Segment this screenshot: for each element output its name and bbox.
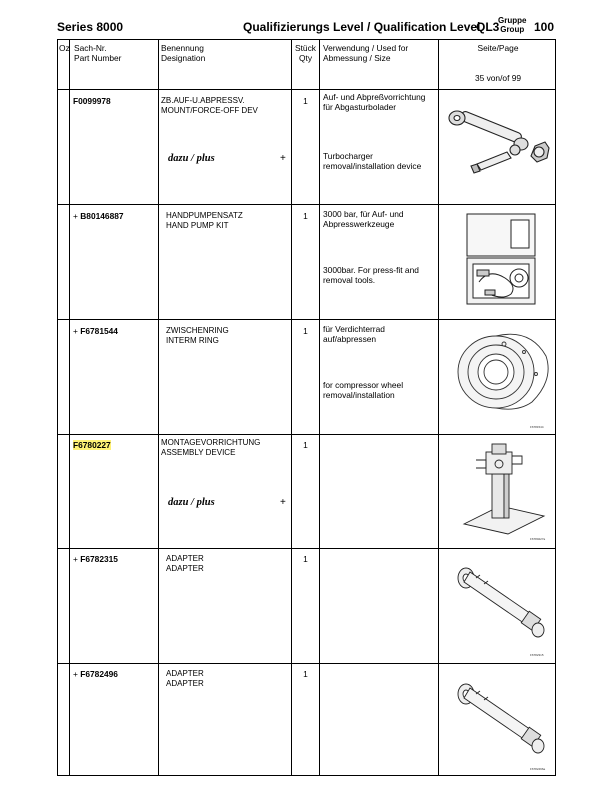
intermediate-ring-image xyxy=(454,326,554,410)
plus-sign: + xyxy=(280,153,286,164)
header-page-label: Seite/Page xyxy=(477,43,519,53)
quantity: 1 xyxy=(303,96,308,106)
designation-de: MONTAGEVORRICHTUNG xyxy=(161,438,261,447)
designation xyxy=(161,96,258,116)
designation-de: ZWISCHENRING xyxy=(166,326,229,335)
part-number[interactable] xyxy=(73,669,118,679)
group-label-de: Gruppe xyxy=(498,16,527,25)
header-usage xyxy=(323,43,408,63)
part-number-value: F6782496 xyxy=(80,669,118,679)
dazu-plus-note: dazu / plus xyxy=(168,153,215,164)
header-part-de: Sach-Nr. xyxy=(74,43,107,53)
quantity: 1 xyxy=(303,211,308,221)
designation-de: HANDPUMPENSATZ xyxy=(166,211,243,220)
header-page xyxy=(439,43,557,53)
designation xyxy=(161,438,260,458)
usage-de: für Verdichterrad auf/abpressen xyxy=(323,324,385,344)
image-code: F6782315 xyxy=(530,653,544,657)
designation-en: MOUNT/FORCE-OFF DEV xyxy=(161,106,258,115)
part-prefix: + xyxy=(73,211,78,221)
qualification-title: Qualifizierungs Level / Qualification Level xyxy=(243,20,481,34)
dazu-plus-note: dazu / plus xyxy=(168,497,215,508)
part-prefix: + xyxy=(73,554,78,564)
page-header xyxy=(57,18,557,40)
designation-en: ADAPTER xyxy=(166,564,204,573)
part-prefix: + xyxy=(73,326,78,336)
assembly-device-image xyxy=(454,438,554,536)
header-desig-en: Designation xyxy=(161,53,206,63)
row-divider xyxy=(58,204,555,205)
header-usage-de: Verwendung / Used for xyxy=(323,43,409,53)
part-number[interactable] xyxy=(73,554,118,564)
adapter-image xyxy=(450,564,554,644)
col-divider xyxy=(319,40,320,775)
header-usage-en: Abmessung / Size xyxy=(323,53,391,63)
parts-table xyxy=(57,39,556,776)
col-divider xyxy=(69,40,70,775)
part-number[interactable] xyxy=(73,440,111,450)
designation-en: ASSEMBLY DEVICE xyxy=(161,448,236,457)
hand-pump-kit-image xyxy=(463,212,539,308)
usage-de: Auf- und Abpreßvorrichtung für Abgasturbolader xyxy=(323,92,426,112)
qualification-code: QL3 xyxy=(476,20,500,34)
part-number[interactable] xyxy=(73,326,118,336)
part-number-value: F0099978 xyxy=(73,96,111,106)
row-divider xyxy=(58,434,555,435)
image-code: F6781544 xyxy=(530,425,544,429)
quantity: 1 xyxy=(303,554,308,564)
header-part-en: Part Number xyxy=(74,53,122,63)
adapter-image xyxy=(450,680,554,760)
usage-en: Turbocharger removal/installation device xyxy=(323,151,422,171)
group-label xyxy=(498,16,526,34)
header-quantity xyxy=(292,43,319,63)
designation xyxy=(166,554,204,574)
row-divider xyxy=(58,663,555,664)
quantity: 1 xyxy=(303,669,308,679)
group-number: 100 xyxy=(534,20,555,34)
designation xyxy=(166,211,243,231)
turbocharger-device-image xyxy=(443,110,555,190)
image-code: F6780227a xyxy=(530,537,546,541)
quantity: 1 xyxy=(303,440,308,450)
col-divider xyxy=(158,40,159,775)
designation-de: ADAPTER xyxy=(166,554,204,563)
part-number[interactable] xyxy=(73,96,111,106)
header-oz: Oz xyxy=(59,43,70,53)
header-desig-de: Benennung xyxy=(161,43,204,53)
page-number: 35 von/of 99 xyxy=(474,73,522,83)
row-divider xyxy=(58,89,555,90)
usage-en: for compressor wheel removal/installation xyxy=(323,380,404,400)
series-title: Series 8000 xyxy=(57,20,124,34)
designation-en: INTERM RING xyxy=(166,336,219,345)
row-divider xyxy=(58,548,555,549)
col-divider xyxy=(438,40,439,775)
part-number-value: F6780227 xyxy=(73,440,111,450)
designation xyxy=(166,326,229,346)
part-number[interactable] xyxy=(73,211,124,221)
header-qty-en: Qty xyxy=(298,53,313,63)
image-code: F6782496a xyxy=(530,767,546,771)
header-qty-de: Stück xyxy=(295,43,316,53)
col-divider xyxy=(291,40,292,775)
header-part-number xyxy=(74,43,121,63)
quantity: 1 xyxy=(303,326,308,336)
group-label-en: Group xyxy=(500,25,525,34)
designation-en: ADAPTER xyxy=(166,679,204,688)
usage-en: 3000bar. For press-fit and removal tools. xyxy=(323,265,419,285)
part-number-value: F6781544 xyxy=(80,326,118,336)
designation-de: ZB.AUF-U.ABPRESSV. xyxy=(161,96,245,105)
designation-de: ADAPTER xyxy=(166,669,204,678)
part-prefix: + xyxy=(73,669,78,679)
part-number-value: B80146887 xyxy=(80,211,124,221)
usage-de: 3000 bar, für Auf- und Abpresswerkzeuge xyxy=(323,209,404,229)
row-divider xyxy=(58,319,555,320)
designation-en: HAND PUMP KIT xyxy=(166,221,229,230)
plus-sign: + xyxy=(280,497,286,508)
header-designation xyxy=(161,43,205,63)
part-number-value: F6782315 xyxy=(80,554,118,564)
designation xyxy=(166,669,204,689)
